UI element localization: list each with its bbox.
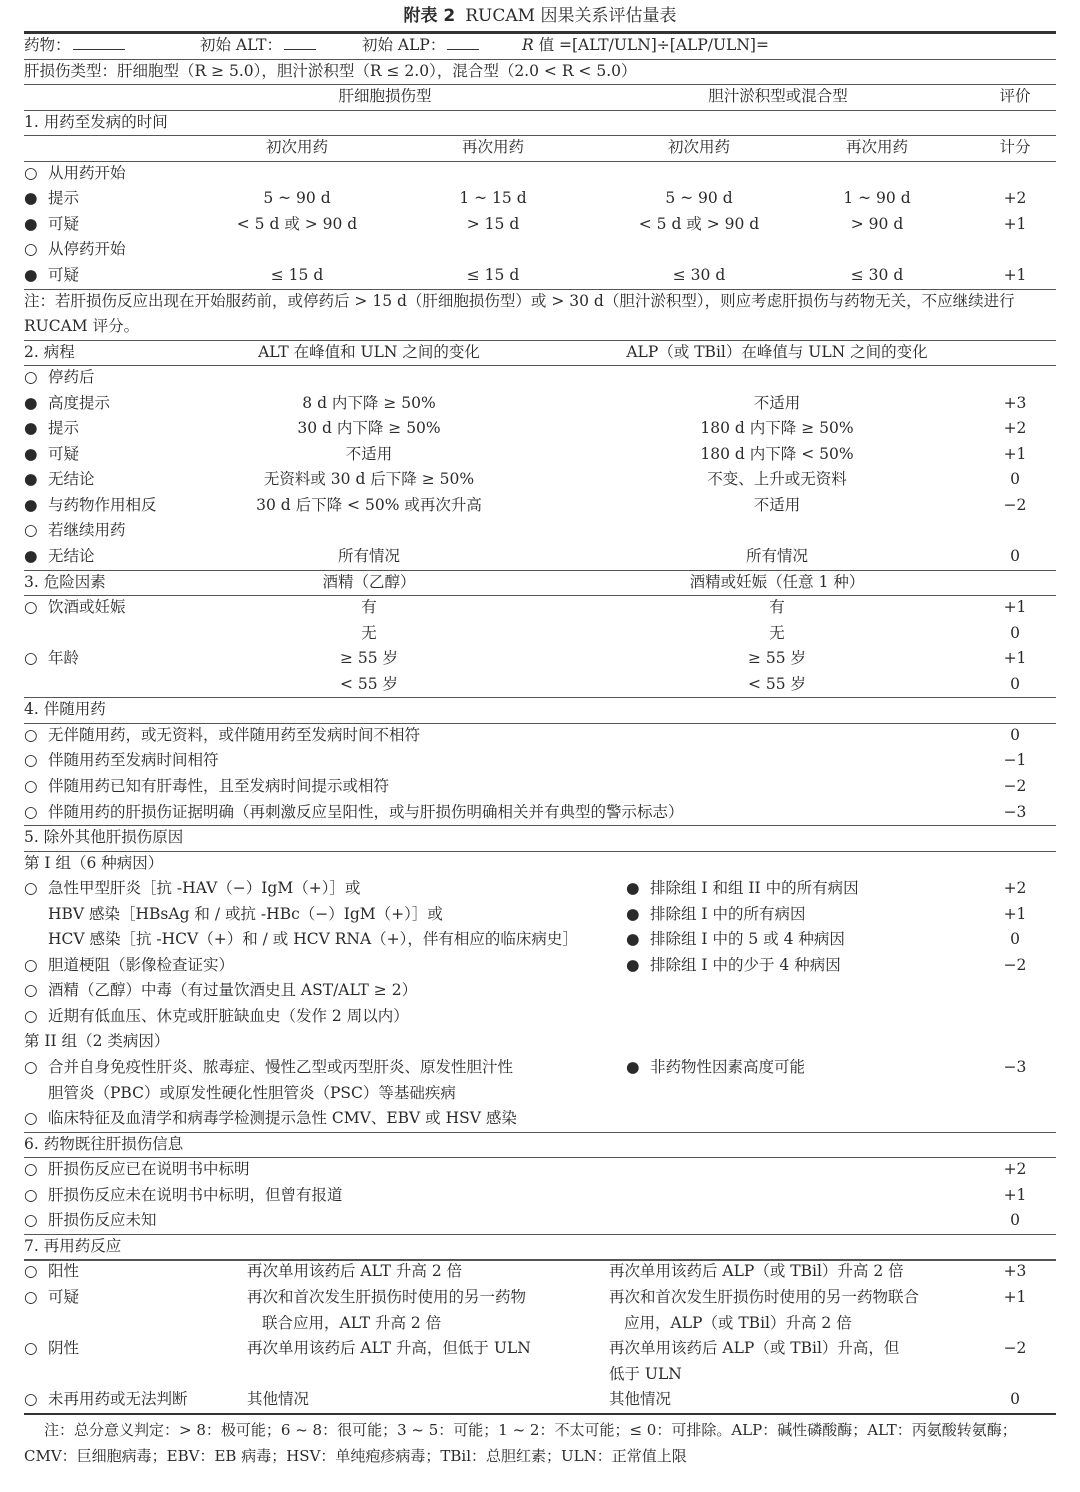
row-label: 伴随用药至发病时间相符 [48, 751, 219, 770]
filled-circle-icon: ● [626, 904, 640, 923]
open-circle-icon: ○ [24, 521, 38, 540]
filled-circle-icon: ● [626, 955, 640, 974]
row-label: 胆管炎（PBC）或原发性硬化性胆管炎（PSC）等基础疾病 [48, 1083, 456, 1102]
cell-value: 再次单用该药后 ALP（或 TBil）升高，但 [609, 1339, 900, 1358]
r-symbol: R [522, 36, 534, 54]
cell-value: 酒精（乙醇） [322, 572, 416, 591]
row-rule [24, 340, 1056, 341]
cell-value: 1 ~ 90 d [843, 189, 911, 208]
initial-alt-field [200, 35, 316, 55]
row-label: HBV 感染［HBsAg 和 / 或抗 -HBc（−）IgM（+）］或 [48, 904, 443, 923]
open-circle-icon: ○ [24, 725, 38, 744]
score-value: 0 [1010, 1211, 1020, 1230]
footnote-line-1: 注：总分意义判定：> 8：极可能；6 ~ 8：很可能；3 ~ 5：可能；1 ~ 2：不太可能；≤ 0：可排除。ALP：碱性磷酸酶；ALT：丙氨酸转氨酶； [44, 1421, 1017, 1439]
score-value: 0 [1010, 725, 1020, 744]
score-value: −1 [1003, 751, 1027, 770]
r-value-formula [522, 35, 769, 55]
row-rule [24, 110, 1056, 111]
score-value: +1 [1003, 265, 1027, 284]
open-circle-icon: ○ [24, 649, 38, 668]
filled-circle-icon: ● [24, 547, 38, 565]
row-rule [24, 84, 1056, 85]
cell-value: 应用，ALP（或 TBil）升高 2 倍 [624, 1313, 852, 1332]
row-text: 6. 药物既往肝损伤信息 [24, 1134, 184, 1153]
score-value: +1 [1003, 1185, 1027, 1204]
open-circle-icon: ○ [24, 240, 38, 259]
row-label: 肝损伤反应未知 [48, 1211, 157, 1230]
cell-value: 再次和首次发生肝损伤时使用的另一药物联合 [609, 1287, 920, 1306]
cell-value: < 5 d 或 > 90 d [638, 214, 760, 233]
cell-value: 5 ~ 90 d [263, 189, 331, 208]
row-rule [24, 595, 1056, 596]
score-value: +1 [1003, 214, 1027, 233]
row-label: HCV 感染［抗 -HCV（+）和 / 或 HCV RNA（+），伴有相应的临床病史］ [48, 930, 578, 949]
score-value: 0 [1010, 623, 1020, 642]
drug-field [24, 35, 125, 55]
row-label: 3. 危险因素 [24, 572, 106, 591]
cause-option-label: 排除组 I 中的 5 或 4 种病因 [650, 930, 845, 949]
open-circle-icon: ○ [24, 751, 38, 770]
cause-option-label: 排除组 I 中的所有病因 [650, 904, 806, 923]
cell-value: 酒精或妊娠（任意 1 种） [689, 572, 865, 591]
row-text: 1. 用药至发病的时间 [24, 112, 168, 131]
cell-value: 无资料或 30 d 后下降 ≥ 50% [263, 470, 475, 489]
score-value: +1 [1003, 444, 1027, 463]
score-value: +3 [1003, 393, 1027, 412]
cell-value: ALT 在峰值和 ULN 之间的变化 [258, 342, 480, 361]
row-label: 无结论 [48, 470, 95, 489]
row-rule [24, 1234, 1056, 1235]
r-formula: 值 =[ALT/ULN]÷[ALP/ULN]= [533, 36, 769, 54]
cell-value: ALP（或 TBil）在峰值与 ULN 之间的变化 [626, 342, 928, 361]
filled-circle-icon: ● [24, 214, 38, 233]
score-value: −3 [1003, 1058, 1027, 1076]
score-value: +3 [1003, 1262, 1027, 1281]
cell-value: 所有情况 [337, 547, 401, 565]
open-circle-icon: ○ [24, 1058, 38, 1076]
row-label: 提示 [48, 419, 80, 438]
column-header: 胆汁淤积型或混合型 [708, 87, 848, 106]
score-value: 评价 [999, 87, 1031, 106]
open-circle-icon: ○ [24, 1211, 38, 1230]
score-value: +2 [1003, 189, 1027, 208]
filled-circle-icon: ● [24, 419, 38, 438]
row-label: 胆道梗阻（影像检查证实） [48, 955, 235, 974]
row-text: 肝损伤类型：肝细胞型（R ≥ 5.0），胆汁淤积型（R ≤ 2.0），混合型（2.0 < R < 5.0） [24, 61, 637, 80]
row-rule [24, 1413, 1056, 1416]
score-value: +1 [1003, 598, 1027, 617]
row-rule [24, 1132, 1056, 1133]
score-value: +2 [1003, 1160, 1027, 1179]
cell-value: 180 d 内下降 ≥ 50% [700, 419, 854, 438]
score-value: −2 [1003, 776, 1027, 795]
cell-value: 联合应用，ALT 升高 2 倍 [262, 1313, 442, 1332]
cell-value: 所有情况 [745, 547, 809, 565]
row-label: 无伴随用药，或无资料，或伴随用药至发病时间不相符 [48, 725, 421, 744]
cell-value: < 55 岁 [339, 674, 399, 693]
open-circle-icon: ○ [24, 879, 38, 898]
filled-circle-icon: ● [626, 879, 640, 898]
open-circle-icon: ○ [24, 1006, 38, 1025]
row-label: 停药后 [48, 368, 95, 387]
cell-value: > 90 d [850, 214, 904, 233]
filled-circle-icon: ● [24, 495, 38, 514]
row-label: 可疑 [48, 265, 80, 284]
cell-value: 不适用 [345, 444, 393, 463]
cell-value: < 55 岁 [747, 674, 807, 693]
cell-value: ≤ 15 d [466, 265, 520, 284]
cell-value: ≤ 30 d [850, 265, 904, 284]
row-label: 2. 病程 [24, 342, 75, 361]
cell-value: 无 [361, 623, 377, 642]
row-label: 伴随用药已知有肝毒性，且至发病时间提示或相符 [48, 776, 390, 795]
open-circle-icon: ○ [24, 598, 38, 617]
row-text: 第 II 组（2 类病因） [24, 1032, 170, 1051]
row-label: 伴随用药的肝损伤证据明确（再刺激反应呈阳性，或与肝损伤明确相关并有典型的警示标志） [48, 802, 684, 821]
cell-value: 30 d 内下降 ≥ 50% [297, 419, 441, 438]
score-value: −2 [1003, 495, 1027, 514]
cell-value: 180 d 内下降 < 50% [700, 444, 854, 463]
cell-value: 无 [769, 623, 785, 642]
cell-value: 其他情况 [609, 1390, 672, 1409]
open-circle-icon: ○ [24, 1390, 38, 1409]
row-label: 阳性 [48, 1262, 80, 1281]
drug-label: 药物： [24, 36, 71, 54]
row-rule [24, 59, 1056, 60]
row-rule [24, 161, 1056, 162]
cell-value: ≥ 55 岁 [747, 649, 807, 668]
row-rule [24, 851, 1056, 852]
cell-value: 初次用药 [265, 138, 329, 157]
row-text: 注：若肝损伤反应出现在开始服药前，或停药后 > 15 d（肝细胞损伤型）或 > 30 d（胆汁淤积型），则应考虑肝损伤与药物无关，不应继续进行 [24, 291, 1015, 310]
open-circle-icon: ○ [24, 1339, 38, 1358]
cell-value: 再次单用该药后 ALP（或 TBil）升高 2 倍 [609, 1262, 904, 1281]
cell-value: 有 [361, 598, 377, 617]
score-value: 0 [1010, 547, 1020, 565]
cell-value: 不适用 [753, 393, 801, 412]
row-label: 年龄 [48, 649, 80, 668]
open-circle-icon: ○ [24, 163, 38, 182]
row-rule [24, 135, 1056, 136]
cause-option-label: 排除组 I 中的少于 4 种病因 [650, 955, 841, 974]
cause-option-label: 非药物性因素高度可能 [650, 1058, 806, 1076]
row-label: 可疑 [48, 214, 80, 233]
cell-value: 不适用 [753, 495, 801, 514]
filled-circle-icon: ● [626, 1058, 640, 1076]
top-rule [24, 31, 1056, 34]
row-rule [24, 570, 1056, 571]
open-circle-icon: ○ [24, 776, 38, 795]
row-rule [24, 697, 1056, 698]
column-header: 肝细胞损伤型 [338, 87, 432, 106]
cell-value: 低于 ULN [609, 1364, 682, 1383]
score-value: +1 [1003, 904, 1027, 923]
row-label: 未再用药或无法判断 [48, 1390, 188, 1409]
open-circle-icon: ○ [24, 981, 38, 1000]
score-value: +2 [1003, 879, 1027, 898]
score-value: 0 [1010, 674, 1020, 693]
open-circle-icon: ○ [24, 1109, 38, 1128]
alt-blank [284, 35, 316, 50]
row-label: 无结论 [48, 547, 95, 565]
row-text: 4. 伴随用药 [24, 700, 106, 719]
cell-value: 30 d 后下降 < 50% 或再次升高 [256, 495, 482, 514]
filled-circle-icon: ● [24, 189, 38, 208]
cell-value: 其他情况 [247, 1390, 310, 1409]
row-text: 7. 再用药反应 [24, 1236, 122, 1255]
row-text: 5. 除外其他肝损伤原因 [24, 828, 184, 847]
score-value: −2 [1003, 1339, 1027, 1358]
cell-value: ≤ 30 d [672, 265, 726, 284]
table-title-text: RUCAM 因果关系评估量表 [465, 6, 677, 26]
cell-value: 再次用药 [461, 138, 525, 157]
filled-circle-icon: ● [24, 393, 38, 412]
row-label: 饮酒或妊娠 [48, 598, 126, 617]
row-rule [24, 1157, 1056, 1158]
initial-alp-field [362, 35, 479, 55]
row-label: 急性甲型肝炎［抗 -HAV（−）IgM（+）］或 [48, 879, 361, 898]
score-value: +1 [1003, 1287, 1027, 1306]
table-title [0, 6, 1080, 26]
cell-value: 8 d 内下降 ≥ 50% [302, 393, 436, 412]
cell-value: 5 ~ 90 d [665, 189, 733, 208]
row-text: RUCAM 评分。 [24, 317, 140, 336]
cell-value: 有 [769, 598, 785, 617]
score-value: 计分 [999, 138, 1031, 157]
row-label: 酒精（乙醇）中毒（有过量饮酒史且 AST/ALT ≥ 2） [48, 981, 418, 1000]
alt-label: 初始 ALT： [200, 36, 282, 54]
row-label: 合并自身免疫性肝炎、脓毒症、慢性乙型或丙型肝炎、原发性胆汁性 [48, 1058, 514, 1076]
row-label: 近期有低血压、休克或肝脏缺血史（发作 2 周以内） [48, 1006, 409, 1025]
open-circle-icon: ○ [24, 1160, 38, 1179]
open-circle-icon: ○ [24, 802, 38, 821]
row-label: 临床特征及血清学和病毒学检测提示急性 CMV、EBV 或 HSV 感染 [48, 1109, 517, 1128]
drug-blank [73, 35, 125, 50]
row-rule [24, 365, 1056, 366]
row-label: 提示 [48, 189, 80, 208]
row-label: 与药物作用相反 [48, 495, 157, 514]
row-text: 第 I 组（6 种病因） [24, 853, 164, 872]
score-value: 0 [1010, 1390, 1020, 1409]
score-value: +2 [1003, 419, 1027, 438]
cell-value: 不变、上升或无资料 [707, 470, 847, 489]
score-value: 0 [1010, 930, 1020, 949]
row-rule [24, 825, 1056, 826]
open-circle-icon: ○ [24, 1185, 38, 1204]
row-label: 阴性 [48, 1339, 80, 1358]
row-label: 从用药开始 [48, 163, 126, 182]
row-label: 从停药开始 [48, 240, 126, 259]
row-label: 高度提示 [48, 393, 111, 412]
cell-value: 再次单用该药后 ALT 升高 2 倍 [247, 1262, 463, 1281]
score-value: 0 [1010, 470, 1020, 489]
row-label: 可疑 [48, 444, 80, 463]
cell-value: 再次用药 [845, 138, 909, 157]
open-circle-icon: ○ [24, 955, 38, 974]
filled-circle-icon: ● [626, 930, 640, 949]
alp-blank [447, 35, 479, 50]
filled-circle-icon: ● [24, 470, 38, 489]
open-circle-icon: ○ [24, 368, 38, 387]
filled-circle-icon: ● [24, 265, 38, 284]
cell-value: < 5 d 或 > 90 d [236, 214, 358, 233]
cell-value: 再次单用该药后 ALT 升高，但低于 ULN [247, 1339, 531, 1358]
score-value: +1 [1003, 649, 1027, 668]
cell-value: ≥ 55 岁 [339, 649, 399, 668]
open-circle-icon: ○ [24, 1287, 38, 1306]
cell-value: > 15 d [466, 214, 520, 233]
row-label: 若继续用药 [48, 521, 126, 540]
open-circle-icon: ○ [24, 1262, 38, 1281]
cause-option-label: 排除组 I 和组 II 中的所有病因 [650, 879, 859, 898]
row-label: 肝损伤反应已在说明书中标明 [48, 1160, 250, 1179]
footnote-line-2: CMV：巨细胞病毒；EBV：EB 病毒；HSV：单纯疱疹病毒；TBil：总胆红素；ULN：正常值上限 [24, 1447, 687, 1465]
alp-label: 初始 ALP： [362, 36, 446, 54]
table-label: 附表 2 [403, 6, 456, 26]
row-label: 可疑 [48, 1287, 80, 1306]
score-value: −3 [1003, 802, 1027, 821]
cell-value: 再次和首次发生肝损伤时使用的另一药物 [247, 1287, 527, 1306]
cell-value: 初次用药 [667, 138, 731, 157]
score-value: −2 [1003, 955, 1027, 974]
row-rule [24, 1259, 1056, 1260]
row-label: 肝损伤反应未在说明书中标明，但曾有报道 [48, 1185, 343, 1204]
row-rule [24, 289, 1056, 290]
cell-value: ≤ 15 d [270, 265, 324, 284]
cell-value: 1 ~ 15 d [459, 189, 527, 208]
filled-circle-icon: ● [24, 444, 38, 463]
row-rule [24, 723, 1056, 724]
